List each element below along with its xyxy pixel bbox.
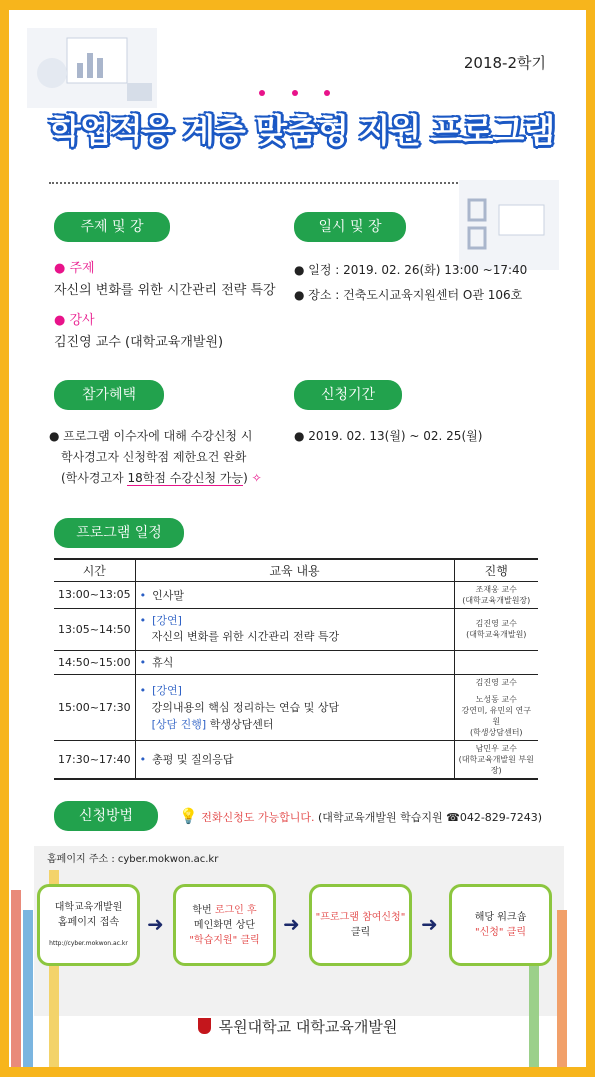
emphasis-dots [9,90,586,100]
pencil-deco [557,910,567,1067]
benefit-highlight: 18학점 수강신청 가능 [127,471,244,485]
table-row: 14:50~15:00 • 휴식 [54,650,538,674]
table-row: 15:00~17:30 • [강연] 강의내용의 핵심 정리하는 연습 및 상담 [상담 진행] 학생상담센터 김진영 교수 노성동 교수 강연미, 유민의 연구원 (학생상담센터) [54,674,538,740]
step-1-url: http://cyber.mokwon.ac.kr [49,939,128,947]
speaker-text: 김진영 교수 (대학교육개발원) [54,335,224,350]
step-1: 대학교육개발원 홈페이지 접속 http://cyber.mokwon.ac.kr [37,884,140,966]
page-title: 학업적응 계층 맞춤형 지원 프로그램 [49,111,555,150]
poster [9,10,586,1067]
datetime-place-heading: 일시 및 장소 [294,212,406,242]
datetime-place-block: ● 일정 : 2019. 02. 26(화) 13:00 ~17:40 ● 장소 : 건축도시교육지원센터 O관 106호 [294,263,528,302]
benefits-block: ● 프로그램 이수자에 대해 수강신청 시 학사경고자 신청학점 제한요건 완화 (학사경고자 18학점 수강신청 가능) ✧ [49,426,289,489]
application-period-heading: 신청기간 [294,380,402,410]
phone-notice-block [179,804,542,830]
phone-detail: (대학교육개발원 학습지원 ☎042-829-7243) [317,811,543,824]
topic-block: ● 주제 자신의 변화를 위한 시간관리 전략 특강 ● 강사 김진영 교수 (대학교육개발원) [54,258,294,354]
schedule-table [54,558,538,780]
step-2: 학번 로그인 후 메인화면 상단 "학습지원" 클릭 [173,884,276,966]
col-host: 진행 [454,559,538,581]
benefit-line2: 학사경고자 신청학점 제한요건 완화 [61,450,247,464]
semester-label: 2018-2학기 [463,54,546,72]
homepage-address: 홈페이지 주소 : cyber.mokwon.ac.kr [47,854,219,865]
sparkle-icon: ✧ [247,471,262,485]
university-logo [198,1018,211,1034]
footer-org: 목원대학교 대학교육개발원 [218,1018,398,1036]
pencil-deco [11,890,21,1067]
step-4: 해당 워크숍 "신청" 클릭 [449,884,552,966]
benefit-line1: 프로그램 이수자에 대해 수강신청 시 [63,429,253,443]
speaker-label: 강사 [69,313,95,328]
date-text: 일정 : 2019. 02. 26(화) 13:00 ~17:40 [308,263,528,277]
arrow-right-icon: ➜ [147,912,164,936]
period-text: 2019. 02. 13(월) ~ 02. 25(월) [308,429,483,443]
phone-notice: 전화신청도 가능합니다. [201,811,315,824]
pencil-deco [23,910,33,1067]
table-row: 13:05~14:50 • [강연] 자신의 변화를 위한 시간관리 전략 특강 김진영 교수 (대학교육개발원) [54,608,538,650]
benefit-line3: (학사경고자 18학점 수강신청 가능) ✧ [61,471,262,485]
col-time: 시간 [54,559,135,581]
topic-label: 주제 [69,261,95,276]
col-content: 교육 내용 [135,559,454,581]
application-period-block: ● 2019. 02. 13(월) ~ 02. 25(월) [294,429,483,443]
arrow-right-icon: ➜ [421,912,438,936]
lightbulb-icon: 💡 [179,807,198,825]
benefits-heading: 참가혜택 [54,380,164,410]
topic-text: 자신의 변화를 위한 시간관리 전략 특강 [54,283,276,298]
step-3: "프로그램 참여신청" 클릭 [309,884,412,966]
apply-method-heading: 신청방법 [54,801,158,831]
topic-speaker-heading: 주제 및 강사 [54,212,170,242]
table-row: 17:30~17:40 • 총평 및 질의응답 남민우 교수 (대학교육개발원 부원장) [54,740,538,779]
footer [9,1016,586,1037]
arrow-right-icon: ➜ [283,912,300,936]
schedule-heading: 프로그램 일정 [54,518,184,548]
place-text: 장소 : 건축도시교육지원센터 O관 106호 [308,288,523,302]
table-row: 13:00~13:05 • 인사말 조재웅 교수 (대학교육개발원장) [54,581,538,608]
tablet-illustration [459,180,559,270]
